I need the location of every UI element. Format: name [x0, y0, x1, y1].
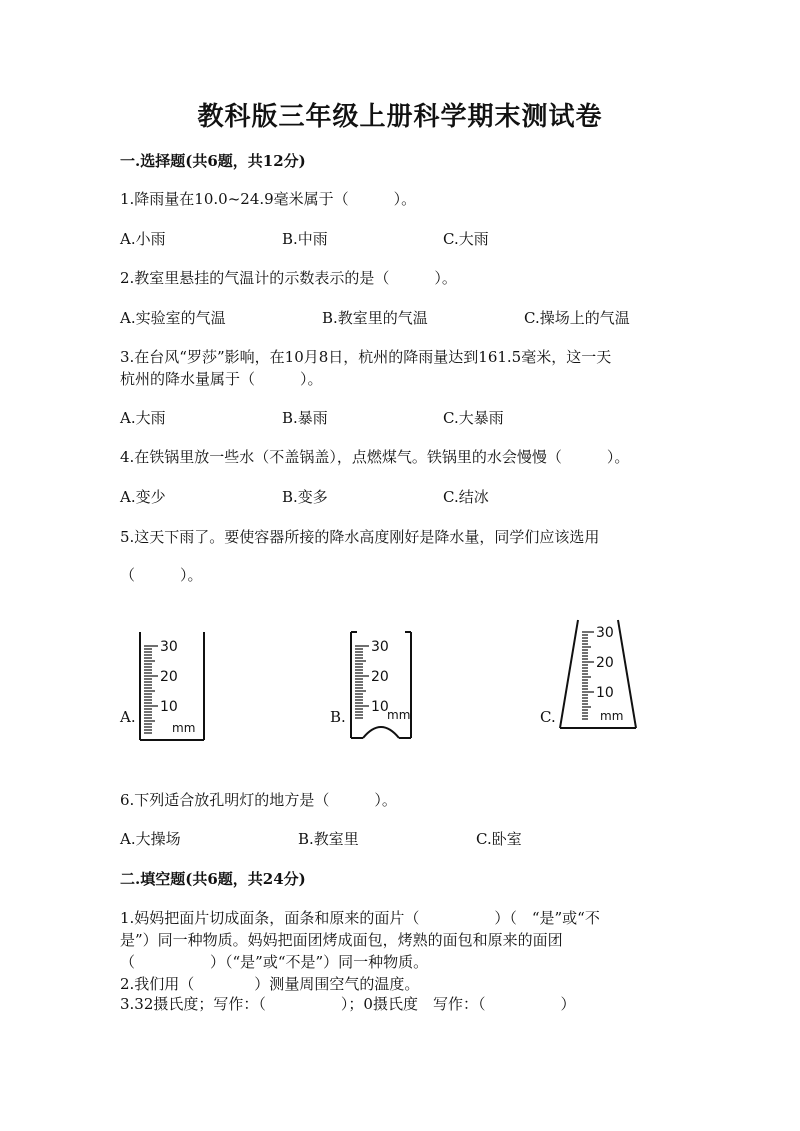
- unit-label: mm: [600, 709, 624, 723]
- section-heading-fill-blank: 二.填空题(共6题，共24分): [120, 870, 306, 888]
- question-2: 2.教室里悬挂的气温计的示数表示的是（ ）。: [120, 269, 457, 287]
- option-1b[interactable]: B.中雨: [282, 230, 328, 248]
- rain-gauge-a-figure: [132, 628, 212, 744]
- option-4b[interactable]: B.变多: [282, 488, 328, 506]
- option-3a[interactable]: A.大雨: [120, 409, 166, 427]
- option-2c[interactable]: C.操场上的气温: [524, 309, 630, 327]
- option-4c[interactable]: C.结冰: [443, 488, 489, 506]
- rain-gauge-b-figure: [343, 628, 423, 744]
- fill-line-1: 1.妈妈把面片切成面条，面条和原来的面片（ ）（ “是”或“不: [120, 909, 600, 927]
- question-3-line2: 杭州的降水量属于（ ）。: [120, 370, 323, 388]
- question-6: 6.下列适合放孔明灯的地方是（ ）。: [120, 791, 397, 809]
- option-1c[interactable]: C.大雨: [443, 230, 489, 248]
- question-5-line1: 5.这天下雨了。要使容器所接的降水高度刚好是降水量，同学们应该选用: [120, 528, 600, 546]
- option-2b[interactable]: B.教室里的气温: [322, 309, 428, 327]
- figure-label-c[interactable]: C.: [540, 708, 556, 726]
- scale-label-30: 30: [596, 625, 614, 641]
- figure-label-b[interactable]: B.: [330, 708, 346, 726]
- fill-line-4: 2.我们用（ ）测量周围空气的温度。: [120, 975, 420, 993]
- option-3b[interactable]: B.暴雨: [282, 409, 328, 427]
- option-3c[interactable]: C.大暴雨: [443, 409, 504, 427]
- scale-label-30: 30: [160, 639, 178, 655]
- scale-label-30: 30: [371, 639, 389, 655]
- fill-line-5: 3.32摄氏度；写作：（ ）；0摄氏度 写作：（ ）: [120, 995, 576, 1013]
- unit-label: mm: [172, 721, 196, 735]
- option-6c[interactable]: C.卧室: [476, 830, 522, 848]
- option-6b[interactable]: B.教室里: [298, 830, 359, 848]
- fill-line-2: 是”）同一种物质。妈妈把面团烤成面包，烤熟的面包和原来的面团: [120, 931, 563, 949]
- scale-label-20: 20: [371, 669, 389, 685]
- fill-line-3: （ ）（“是”或“不是”）同一种物质。: [120, 953, 429, 971]
- figure-label-a[interactable]: A.: [120, 708, 136, 726]
- question-1: 1.降雨量在10.0~24.9毫米属于（ ）。: [120, 190, 417, 208]
- unit-label: mm: [387, 708, 411, 722]
- question-4: 4.在铁锅里放一些水（不盖锅盖），点燃煤气。铁锅里的水会慢慢（ ）。: [120, 448, 630, 466]
- question-3-line1: 3.在台风“罗莎”影响，在10月8日，杭州的降雨量达到161.5毫米，这一天: [120, 348, 612, 366]
- option-6a[interactable]: A.大操场: [120, 830, 181, 848]
- section-heading-choice: 一.选择题(共6题，共12分): [120, 152, 306, 170]
- scale-label-10: 10: [371, 699, 389, 715]
- rain-gauge-c-figure: [556, 616, 642, 740]
- scale-label-10: 10: [596, 685, 614, 701]
- scale-label-20: 20: [160, 669, 178, 685]
- option-4a[interactable]: A.变少: [120, 488, 166, 506]
- question-5-line2: （ ）。: [120, 566, 203, 584]
- option-2a[interactable]: A.实验室的气温: [120, 309, 226, 327]
- page-title: 教科版三年级上册科学期末测试卷: [197, 102, 603, 132]
- scale-label-10: 10: [160, 699, 178, 715]
- scale-label-20: 20: [596, 655, 614, 671]
- option-1a[interactable]: A.小雨: [120, 230, 166, 248]
